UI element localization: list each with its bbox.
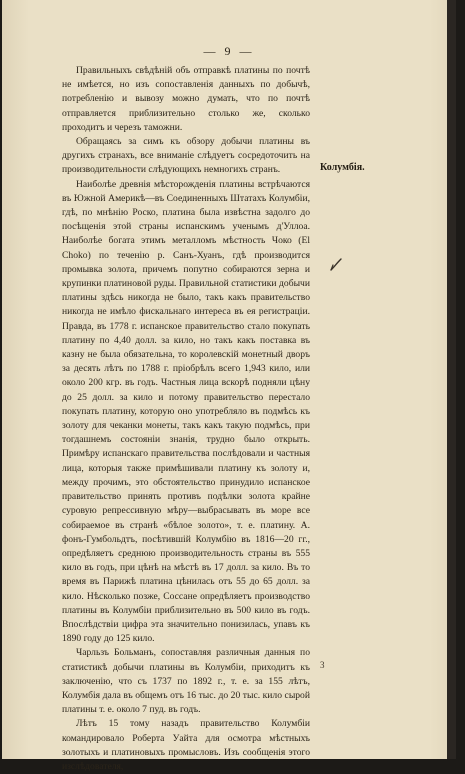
paragraph-colombia-deposits: Наиболѣе древнія мѣсторожденія платины встрѣчаются въ Южной Америкѣ—въ Соединенныхъ Штатахъ Колумбіи, гдѣ, по мнѣнію Роско, платина была извѣстна задолго до посѣщенія этой страны испанскимъ ученымъ д'Уллоа. Наиболѣе богата этимъ металломъ мѣстность Чоко (El Choko) по теченію р. Санъ-Хуанъ, гдѣ производится промывка золота, причемъ попутно собираются зерна и крупинки платиновой руды. Правильной статистики добычи платины здѣсь никогда не было, такъ какъ правительство никогда не имѣло фискальнаго интереса въ ея регистраціи. Правда, въ 1778 г. испанское правительство стало покупать платину по 4,40 долл. за кило, но такъ какъ поставка въ казну не была обязательна, то королевскій монетный дворъ за десять лѣтъ по 1788 г. пріобрѣлъ всего 1,943 кило, или около 200 кгр. въ годъ. Частныя лица вскорѣ подняли цѣну до 25 долл. за кило и потому правительство перестало покупать платину, которую оно употребляло въ подмѣсь къ золоту для чеканки монеты, такъ какъ такую подмѣсь, при тогдашнемъ состояніи знанія, трудно было открыть. Примѣру испанскаго правительства послѣдовали и частныя лица, которыя также примѣшивали платину къ золоту и, между прочимъ, это обстоятельство принудило испанское правительство принять противъ подѣлки золота крайне суровую репрессивную мѣру—выбрасывать въ море все собираемое въ странѣ «бѣлое золото», т. е. платину. А. фонъ-Гумбольдтъ, посѣтившій Колумбію въ 1816—20 гг., опредѣляетъ среднюю производительность страны въ 555 кило въ годъ, при цѣнѣ на мѣстѣ въ 17 долл. за кило. Въ то время въ Парижѣ платина цѣнилась отъ 55 до 65 долл. за кило. Нѣсколько позже, Соссане опредѣляетъ производство платины въ Колумбіи приблизительно въ 500 кило въ годъ. Впослѣдствіи цифра эта значительно понизилась, упавъ къ 1890 году до 125 кило. — [62, 178, 310, 645]
page-number: — 9 — — [203, 44, 255, 58]
book-page — [2, 0, 456, 772]
margin-note-colombia: Колумбія. — [320, 162, 365, 173]
pencil-check-mark — [329, 258, 343, 272]
paragraph-other-countries: Обращаясь за симъ къ обзору добычи платины въ другихъ странахъ, все вниманіе слѣдуетъ сосредоточить на производительности слѣдующихъ немногихъ странъ. — [62, 136, 310, 176]
body-text — [62, 64, 310, 774]
page-edge — [447, 0, 456, 759]
paragraph-robert-white: Лѣтъ 15 тому назадъ правительство Колумбіи командировало Роберта Уайта для осмотра мѣстныхъ золотыхъ и платиновыхъ промысловъ. Изъ сообщенія этого изслѣдователя, — [62, 718, 310, 772]
signature-mark: 3 — [320, 660, 325, 670]
paragraph-platinum-mail: Правильныхъ свѣдѣній объ отправкѣ платины по почтѣ не имѣется, но изъ сопоставленія данныхъ по добычѣ, потребленію и вывозу можно думать, что по почтѣ отправляется приблизительно столько же, сколько проходитъ и черезъ таможни. — [62, 65, 310, 133]
paragraph-bolman-statistics: Чарльзъ Больманъ, сопоставляя различныя данныя по статистикѣ добычи платины въ Колумбіи, приходитъ къ заключенію, что съ 1737 по 1892 г., т. е. за 155 лѣтъ, Колумбія дала въ общемъ отъ 16 тыс. до 20 тыс. кило сырой платины т. е. около 7 пуд. въ годъ. — [62, 647, 310, 716]
